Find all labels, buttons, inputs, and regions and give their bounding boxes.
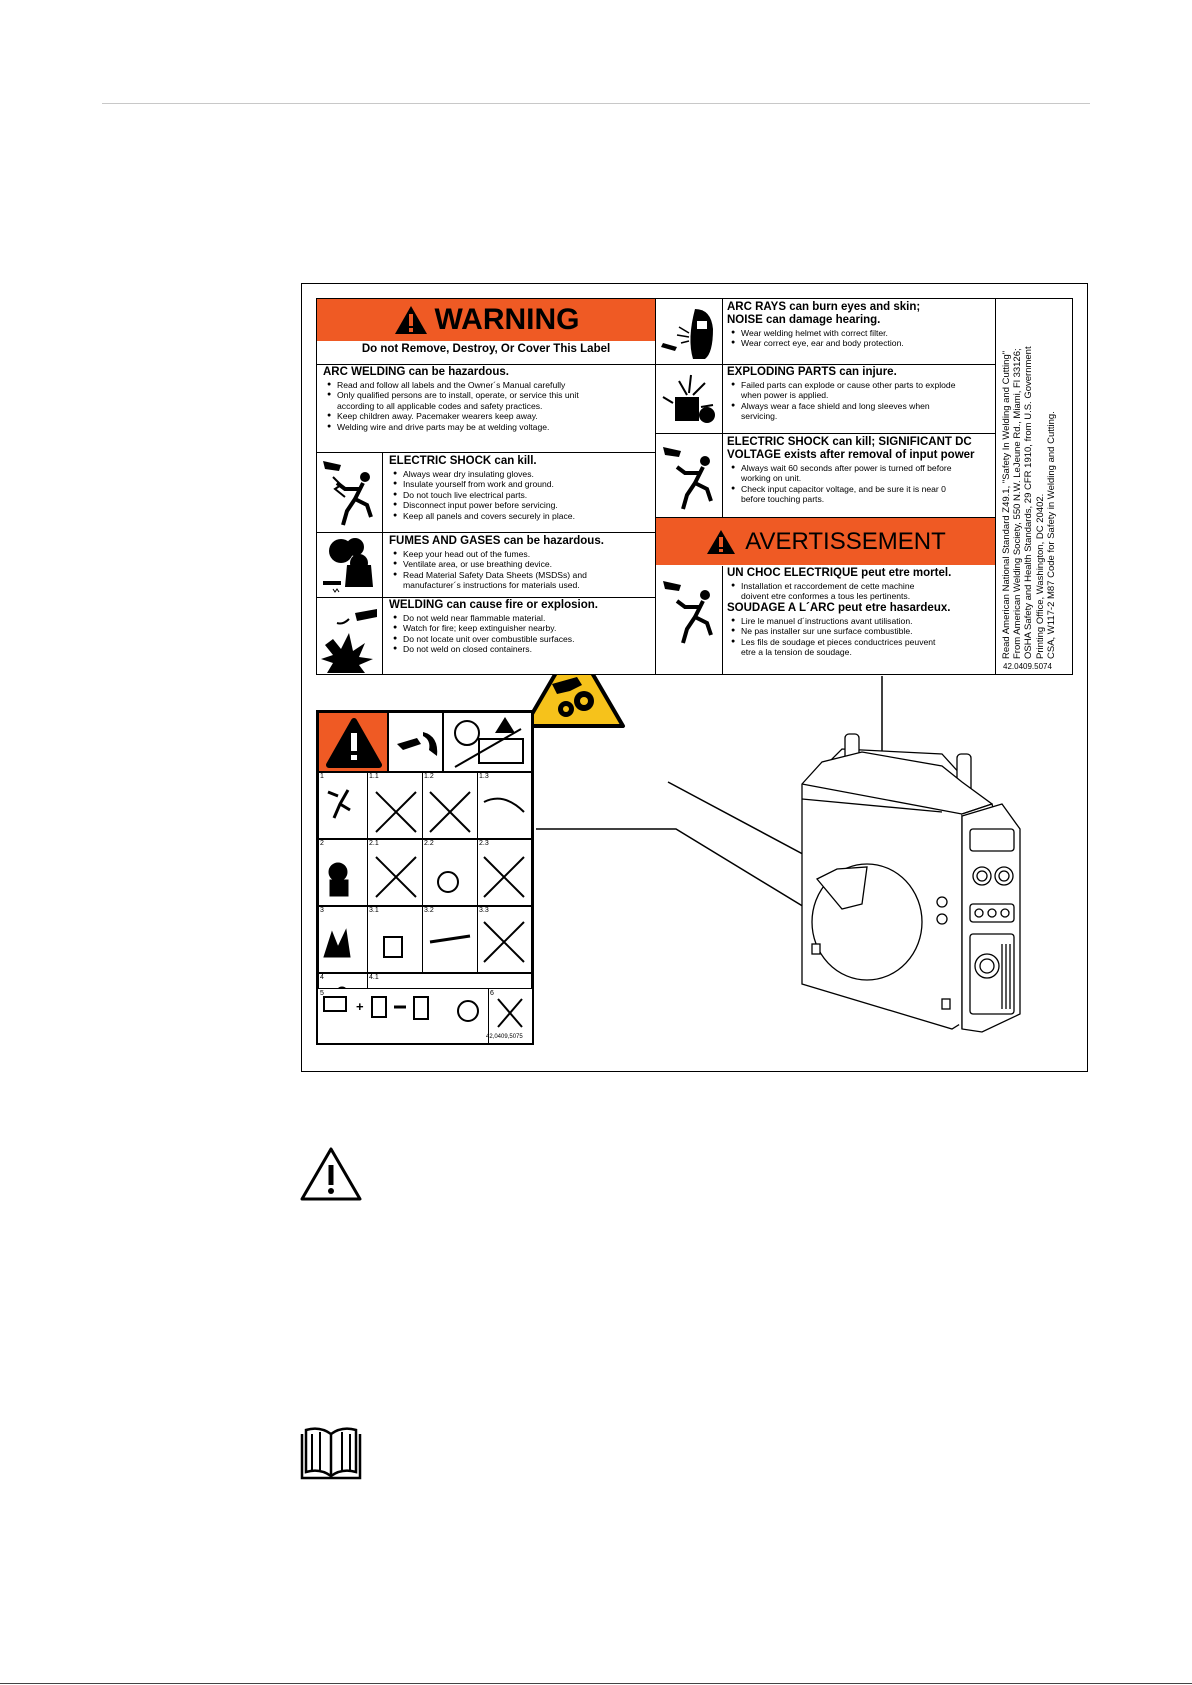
sticker-warning-cell xyxy=(318,712,388,772)
arc-rays-section xyxy=(727,301,993,349)
warning-triangle-icon xyxy=(393,304,429,336)
avertissement-banner xyxy=(656,518,995,565)
sticker-number: 1.2 xyxy=(424,773,434,780)
french-section xyxy=(727,567,993,657)
list-item: ● Do not weld near flammable material. xyxy=(403,613,653,623)
list-item: when power is applied. xyxy=(741,390,829,401)
sticker-number: 4 xyxy=(320,974,324,981)
sticker-machine-cell xyxy=(443,712,532,772)
sticker-number: 2.3 xyxy=(479,840,489,847)
french-electric-shock-icon xyxy=(659,571,719,647)
list-item: servicing. xyxy=(741,411,778,422)
plus-sign: + xyxy=(356,999,364,1014)
exploding-parts-heading: EXPLODING PARTS can injure. xyxy=(727,366,897,378)
fire-heading: WELDING can cause fire or explosion. xyxy=(389,599,598,611)
fumes-heading: FUMES AND GASES can be hazardous. xyxy=(389,535,604,547)
list-item: ● Always wait 60 seconds after power is turned off before xyxy=(741,463,993,473)
warning-triangle-icon xyxy=(705,528,737,556)
fumes-icon xyxy=(319,535,379,595)
electric-shock-icon xyxy=(319,455,379,529)
sticker-number: 4.1 xyxy=(369,974,379,981)
sticker-number: 1.1 xyxy=(369,773,379,780)
footer-rule xyxy=(0,1683,1192,1684)
exploding-parts-section xyxy=(727,366,993,422)
label-part-number: 42.0409.5074 xyxy=(1003,662,1052,671)
list-item: ● Ventilate area, or use breathing device. xyxy=(403,559,653,569)
list-item: ● Only qualified persons are to install, operate, or service this unit xyxy=(337,390,653,400)
sticker-number: 1.3 xyxy=(479,773,489,780)
sticker-number: 5 xyxy=(320,990,324,997)
manual-book-icon xyxy=(298,1424,364,1482)
sticker-number: 2.2 xyxy=(424,840,434,847)
dc-voltage-section xyxy=(727,436,993,505)
list-item: ● Installation et raccordement de cette machine xyxy=(741,581,993,591)
sticker-number: 6 xyxy=(490,990,494,997)
arc-welding-section xyxy=(323,366,653,432)
standards-line: CSA, W117-2 M87 Code for Safety in Welding and Cutting. xyxy=(1045,411,1057,659)
list-item: ● Read and follow all labels and the Owner´s Manual carefully xyxy=(337,380,653,390)
list-item: ● Disconnect input power before servicing. xyxy=(403,500,653,510)
sticker-number: 3.1 xyxy=(369,907,379,914)
list-item: ● Keep all panels and covers securely in place. xyxy=(403,511,653,521)
warning-title: WARNING xyxy=(434,303,580,336)
list-item: according to all applicable codes and safety practices. xyxy=(337,400,543,411)
fumes-section xyxy=(389,535,653,591)
sticker-number: 3 xyxy=(320,907,324,914)
list-item: ● Watch for fire; keep extinguisher nearby. xyxy=(403,623,653,633)
list-item: etre a la tension de soudage. xyxy=(741,647,852,658)
machine-service-icon xyxy=(445,715,531,771)
list-item: doivent etre conformes a tous les pertinents. xyxy=(741,591,911,602)
list-item: ● Failed parts can explode or cause other parts to explode xyxy=(741,380,993,390)
dc-voltage-heading-2: VOLTAGE exists after removal of input power xyxy=(727,449,975,461)
french-heading-2: SOUDAGE A L´ARC peut etre hasardeux. xyxy=(727,601,951,614)
list-item: ● Les fils de soudage et pieces conductrices peuvent xyxy=(741,637,993,647)
list-item: ● Wear correct eye, ear and body protection. xyxy=(741,338,993,348)
sticker-number: 2 xyxy=(320,840,324,847)
list-item: ● Lire le manuel d´instructions avant utilisation. xyxy=(741,616,993,626)
standards-line: Read American National Standard Z49.1, "Safety In Welding and Cutting" xyxy=(1001,350,1012,659)
electric-shock-section xyxy=(389,455,653,521)
arc-rays-icon xyxy=(659,303,719,361)
list-item: ● Always wear a face shield and long sleeves when xyxy=(741,401,993,411)
fire-section xyxy=(389,599,653,655)
list-item: ● Wear welding helmet with correct filter. xyxy=(741,328,993,338)
arc-welding-heading: ARC WELDING can be hazardous. xyxy=(323,366,509,378)
hand-gear-icon xyxy=(391,718,441,768)
standards-reference xyxy=(997,299,1073,675)
warning-triangle-icon xyxy=(321,715,387,771)
warning-subtitle: Do not Remove, Destroy, Or Cover This Label xyxy=(361,343,611,355)
list-item: ● Check input capacitor voltage, and be sure it is near 0 xyxy=(741,484,993,494)
sticker-bottom-row xyxy=(316,988,534,1045)
sticker-number: 2.1 xyxy=(369,840,379,847)
avertissement-title: AVERTISSEMENT xyxy=(745,527,946,555)
list-item: ● Always wear dry insulating gloves. xyxy=(403,469,653,479)
standards-line: OSHA Safety and Health Standards, 29 CFR 1910, from U.S. Government xyxy=(1023,346,1035,659)
list-item: working on unit. xyxy=(741,473,802,484)
standards-line: Printing Office, Washington, DC 20402. xyxy=(1034,493,1046,659)
list-item: ● Do not touch live electrical parts. xyxy=(403,490,653,500)
list-item: manufacturer´s instructions for materials used. xyxy=(403,580,580,591)
standards-line: From American Welding Society, 550 N.W. LeJeune Rd., Miami, Fl 33126; xyxy=(1012,348,1024,659)
list-item: ● Ne pas installer sur une surface combustible. xyxy=(741,626,993,636)
header-rule xyxy=(102,103,1090,104)
electric-shock-heading: ELECTRIC SHOCK can kill. xyxy=(389,455,537,467)
french-heading-1: UN CHOC ELECTRIQUE peut etre mortel. xyxy=(727,567,952,579)
list-item: ● Do not locate unit over combustible surfaces. xyxy=(403,634,653,644)
warning-banner xyxy=(317,299,655,341)
list-item: ● Keep children away. Pacemaker wearers keep away. xyxy=(337,411,653,421)
list-item: ● Welding wire and drive parts may be at welding voltage. xyxy=(337,422,653,432)
sticker-part-number: 42,0409,5075 xyxy=(486,1034,523,1040)
explosion-icon xyxy=(319,599,379,673)
list-item: ● Insulate yourself from work and ground. xyxy=(403,479,653,489)
dc-voltage-heading: ELECTRIC SHOCK can kill; SIGNIFICANT DC xyxy=(727,436,972,448)
exploding-parts-icon xyxy=(659,367,719,431)
warning-triangle-icon xyxy=(298,1145,364,1203)
list-item: ● Do not weld on closed containers. xyxy=(403,644,653,654)
sticker-number: 3.2 xyxy=(424,907,434,914)
list-item: ● Keep your head out of the fumes. xyxy=(403,549,653,559)
standards-text xyxy=(1001,289,1057,659)
arc-rays-heading: ARC RAYS can burn eyes and skin; xyxy=(727,301,921,313)
warning-label xyxy=(316,298,1073,675)
list-item: before touching parts. xyxy=(741,494,825,505)
list-item: ● Read Material Safety Data Sheets (MSDSs) and xyxy=(403,570,653,580)
sticker-number: 1 xyxy=(320,773,324,780)
dc-electric-shock-icon xyxy=(659,437,719,513)
sticker-crush-cell xyxy=(388,712,443,772)
sticker-number: 3.3 xyxy=(479,907,489,914)
noise-heading: NOISE can damage hearing. xyxy=(727,314,881,326)
